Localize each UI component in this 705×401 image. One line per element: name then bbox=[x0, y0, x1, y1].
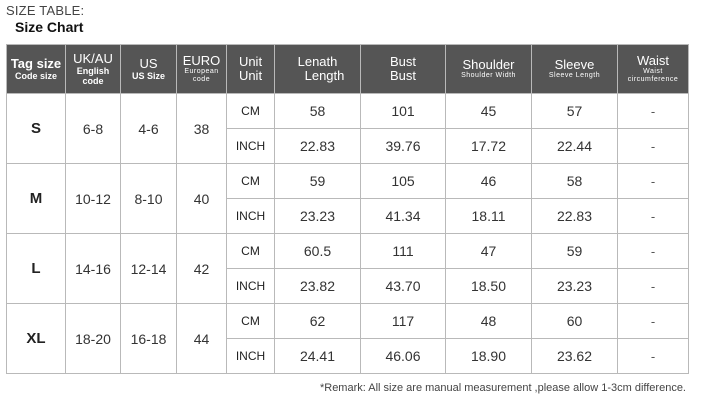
table-row bbox=[7, 304, 689, 339]
shoulder-cell: 18.11 bbox=[446, 199, 532, 234]
sleeve-cell: 23.62 bbox=[532, 339, 618, 374]
shoulder-cell: 48 bbox=[446, 304, 532, 339]
header-sleeve: Sleeve Sleeve Length bbox=[532, 45, 618, 94]
waist-cell: - bbox=[618, 304, 689, 339]
waist-cell: - bbox=[618, 129, 689, 164]
shoulder-cell: 45 bbox=[446, 94, 532, 129]
waist-cell: - bbox=[618, 94, 689, 129]
bust-cell: 101 bbox=[361, 94, 446, 129]
waist-cell: - bbox=[618, 199, 689, 234]
shoulder-cell: 47 bbox=[446, 234, 532, 269]
unit-cell: CM bbox=[227, 94, 275, 129]
unit-cell: INCH bbox=[227, 199, 275, 234]
uk-au-cell: 6-8 bbox=[66, 94, 121, 164]
length-cell: 22.83 bbox=[275, 129, 361, 164]
us-cell: 4-6 bbox=[121, 94, 177, 164]
header-bust: Bust Bust bbox=[361, 45, 446, 94]
length-cell: 23.23 bbox=[275, 199, 361, 234]
sleeve-cell: 22.83 bbox=[532, 199, 618, 234]
bust-cell: 105 bbox=[361, 164, 446, 199]
waist-cell: - bbox=[618, 234, 689, 269]
length-cell: 24.41 bbox=[275, 339, 361, 374]
waist-cell: - bbox=[618, 164, 689, 199]
sleeve-cell: 22.44 bbox=[532, 129, 618, 164]
us-cell: 16-18 bbox=[121, 304, 177, 374]
uk-au-cell: 18-20 bbox=[66, 304, 121, 374]
unit-cell: INCH bbox=[227, 339, 275, 374]
sleeve-cell: 58 bbox=[532, 164, 618, 199]
unit-cell: CM bbox=[227, 164, 275, 199]
length-cell: 23.82 bbox=[275, 269, 361, 304]
bust-cell: 43.70 bbox=[361, 269, 446, 304]
unit-cell: CM bbox=[227, 234, 275, 269]
length-cell: 60.5 bbox=[275, 234, 361, 269]
size-table-label: SIZE TABLE: bbox=[6, 3, 85, 18]
size-chart-title: Size Chart bbox=[15, 19, 84, 35]
tag-size-cell: M bbox=[7, 164, 66, 234]
uk-au-cell: 14-16 bbox=[66, 234, 121, 304]
table-row bbox=[7, 234, 689, 269]
waist-cell: - bbox=[618, 269, 689, 304]
euro-cell: 40 bbox=[177, 164, 227, 234]
tag-size-cell: L bbox=[7, 234, 66, 304]
table-row bbox=[7, 94, 689, 129]
remark-note: *Remark: All size are manual measurement ,please allow 1-3cm difference. bbox=[319, 382, 686, 394]
unit-cell: CM bbox=[227, 304, 275, 339]
size-chart-table bbox=[6, 44, 689, 374]
sleeve-cell: 60 bbox=[532, 304, 618, 339]
bust-cell: 46.06 bbox=[361, 339, 446, 374]
tag-size-cell: XL bbox=[7, 304, 66, 374]
euro-cell: 38 bbox=[177, 94, 227, 164]
sleeve-cell: 59 bbox=[532, 234, 618, 269]
unit-cell: INCH bbox=[227, 129, 275, 164]
us-cell: 8-10 bbox=[121, 164, 177, 234]
length-cell: 59 bbox=[275, 164, 361, 199]
length-cell: 58 bbox=[275, 94, 361, 129]
bust-cell: 39.76 bbox=[361, 129, 446, 164]
euro-cell: 42 bbox=[177, 234, 227, 304]
bust-cell: 111 bbox=[361, 234, 446, 269]
bust-cell: 117 bbox=[361, 304, 446, 339]
us-cell: 12-14 bbox=[121, 234, 177, 304]
header-length: Lenath Length bbox=[275, 45, 361, 94]
length-cell: 62 bbox=[275, 304, 361, 339]
waist-cell: - bbox=[618, 339, 689, 374]
shoulder-cell: 46 bbox=[446, 164, 532, 199]
sleeve-cell: 23.23 bbox=[532, 269, 618, 304]
shoulder-cell: 18.50 bbox=[446, 269, 532, 304]
unit-cell: INCH bbox=[227, 269, 275, 304]
uk-au-cell: 10-12 bbox=[66, 164, 121, 234]
bust-cell: 41.34 bbox=[361, 199, 446, 234]
header-shoulder: Shoulder Shoulder Width bbox=[446, 45, 532, 94]
table-row bbox=[7, 164, 689, 199]
euro-cell: 44 bbox=[177, 304, 227, 374]
header-row bbox=[7, 45, 689, 94]
header-uk-au: UK/AU English code bbox=[66, 45, 121, 94]
header-unit: Unit Unit bbox=[227, 45, 275, 94]
header-us: US US Size bbox=[121, 45, 177, 94]
header-waist: Waist Waist circumference bbox=[618, 45, 689, 94]
sleeve-cell: 57 bbox=[532, 94, 618, 129]
header-tag-size: Tag size Code size bbox=[7, 45, 66, 94]
header-euro: EURO European code bbox=[177, 45, 227, 94]
tag-size-cell: S bbox=[7, 94, 66, 164]
shoulder-cell: 18.90 bbox=[446, 339, 532, 374]
shoulder-cell: 17.72 bbox=[446, 129, 532, 164]
